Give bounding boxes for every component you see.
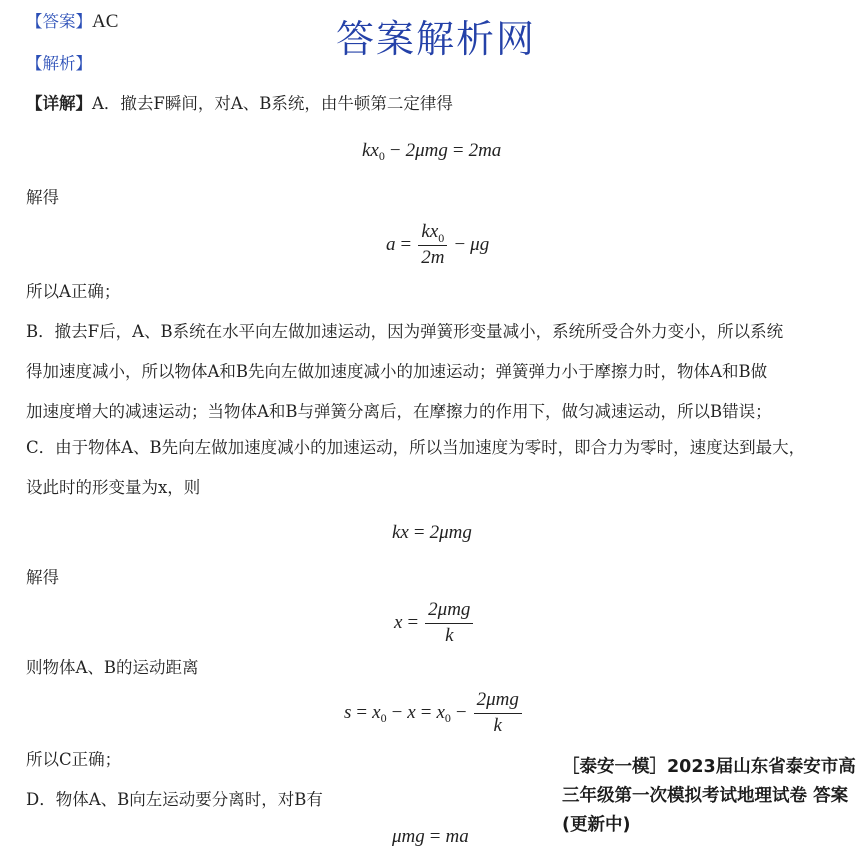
eq2-lhs: a <box>386 234 396 256</box>
eq5-s: s <box>344 702 352 724</box>
analysis-tag: 【解析】 <box>26 54 92 73</box>
eq6-rhs: ma <box>445 826 469 847</box>
eq6-equals: = <box>429 826 441 847</box>
eq2-fraction <box>418 222 447 269</box>
eq5-equals-1: = <box>356 702 368 724</box>
article-caption: ［泰安一模］2023届山东省泰安市高三年级第一次模拟考试地理试卷 答案(更新中) <box>562 757 856 835</box>
eq5-x: x <box>407 702 416 724</box>
eq5-x0-sub: 0 <box>380 710 387 725</box>
eq5-den: k <box>493 714 502 736</box>
distance-line: 则物体A、B的运动距离 <box>26 658 199 677</box>
equation-2 <box>386 222 489 269</box>
eq2-equals: = <box>400 234 412 256</box>
answer-value: AC <box>92 11 119 32</box>
eq3-equals: = <box>413 522 425 543</box>
eq4-lhs: x <box>394 612 403 634</box>
eq5-equals-2: = <box>420 702 432 724</box>
eq3-lhs: kx <box>392 522 409 543</box>
para-d: D．物体A、B向左运动要分离时，对B有 <box>26 790 323 809</box>
eq6-lhs: μmg <box>392 826 425 847</box>
equation-4 <box>394 600 475 647</box>
eq1-sub: 0 <box>378 148 385 163</box>
eq3-rhs: 2μmg <box>429 522 472 543</box>
detail-line <box>26 96 453 113</box>
equation-3 <box>392 522 472 544</box>
eq2-den: 2m <box>421 246 445 268</box>
eq5-x0b: x <box>436 702 445 724</box>
eq5-minus-1: − <box>391 702 403 724</box>
para-b-line-2: 得加速度减小，所以物体A和B先向左做加速度减小的加速运动；弹簧弹力小于摩擦力时，物体A和B做 <box>26 362 768 381</box>
eq4-equals: = <box>407 612 419 634</box>
eq1-minus: − <box>389 140 401 161</box>
equation-5 <box>344 690 524 737</box>
eq4-num: 2μmg <box>425 600 473 624</box>
para-c-line-1: C．由于物体A、B先向左做加速度减小的加速运动，所以当加速度为零时，即合力为零时，速度达到最大， <box>26 438 806 457</box>
eq5-fraction <box>474 690 522 737</box>
eq1-mid: 2μmg <box>405 140 448 161</box>
eq2-num: kx <box>421 221 439 242</box>
detail-text: A．撤去F瞬间，对A、B系统，由牛顿第二定律得 <box>92 94 453 113</box>
equation-1 <box>362 140 501 162</box>
equation-6 <box>392 826 469 848</box>
eq4-den: k <box>445 624 454 646</box>
conclusion-a: 所以A正确； <box>26 282 121 301</box>
para-b-line-1: B．撤去F后，A、B系统在水平向左做加速运动，因为弹簧形变量减小，系统所受合外力变小，所以系统 <box>26 322 784 341</box>
answer-tag: 【答案】 <box>26 12 92 31</box>
eq1-rhs: 2ma <box>468 140 502 161</box>
solve-label-1: 解得 <box>26 188 59 207</box>
para-c-line-2: 设此时的形变量为x，则 <box>26 478 201 497</box>
answer-line <box>26 12 118 31</box>
detail-tag: 【详解】 <box>26 94 92 113</box>
solve-label-2: 解得 <box>26 568 59 587</box>
eq5-x0: x <box>372 702 381 724</box>
eq2-tail: μg <box>470 234 490 256</box>
para-b-line-3: 加速度增大的减速运动；当物体A和B与弹簧分离后，在摩擦力的作用下，做匀减速运动，所以B错误； <box>26 402 772 421</box>
eq5-x0b-sub: 0 <box>444 710 451 725</box>
eq1-kx: kx <box>362 140 379 161</box>
eq4-fraction <box>425 600 473 647</box>
eq2-num-sub: 0 <box>438 231 445 245</box>
eq2-minus: − <box>454 234 466 256</box>
eq5-minus-2: − <box>455 702 467 724</box>
watermark-title: 答案解析网 <box>336 17 537 61</box>
conclusion-c: 所以C正确； <box>26 750 122 769</box>
eq1-equals: = <box>452 140 464 161</box>
eq5-num: 2μmg <box>474 690 522 714</box>
